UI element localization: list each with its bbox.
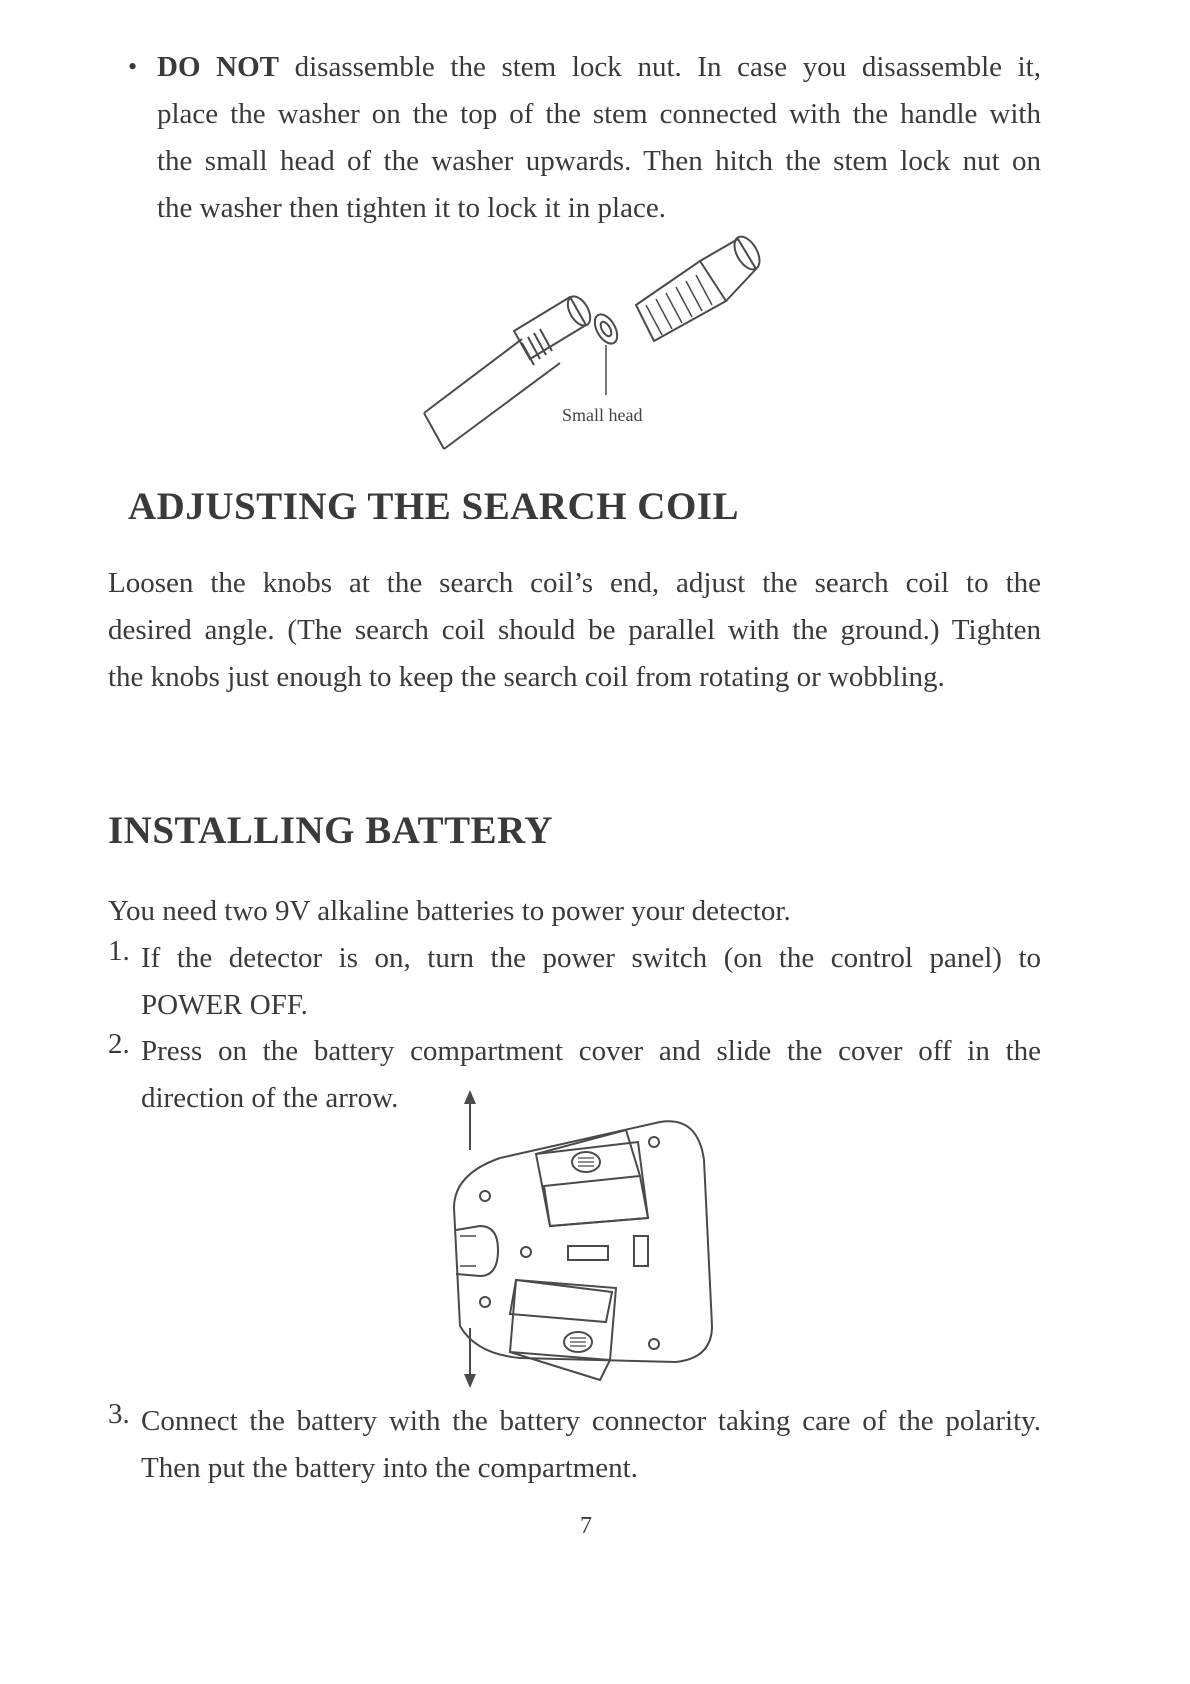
stem-lock-nut xyxy=(636,261,726,341)
battery-compartment-illustration xyxy=(440,1090,740,1390)
step-number: 3. xyxy=(108,1398,130,1430)
small-head-caption: Small head xyxy=(562,405,643,425)
battery-intro: You need two 9V alkaline batteries to power your detector. xyxy=(108,895,791,927)
stem-lock-nut-illustration xyxy=(410,235,770,465)
search-coil-heading: ADJUSTING THE SEARCH COIL xyxy=(128,485,740,528)
top-battery-compartment xyxy=(536,1142,648,1226)
page-number: 7 xyxy=(580,1513,592,1539)
stem-lock-paragraph: DO NOT disassemble the stem lock nut. In case you disassemble it, place the washer on the top of the stem connected with the handle with the small head of the washer upwards. Then hitch the stem lock nut on the washer then tighten it to lock it in place. xyxy=(157,51,1041,224)
step-number: 1. xyxy=(108,935,130,967)
battery-step-2: Press on the battery compartment cover and slide the cover off in the direction of the arrow. xyxy=(141,1035,1041,1114)
washer xyxy=(590,311,622,348)
step-number: 2. xyxy=(108,1028,130,1060)
search-coil-paragraph: Loosen the knobs at the search coil’s end, adjust the search coil to the desired angle. (The search coil should be parallel with the ground.) Tighten the knobs just enough to keep the search coil from rotating or wobbling. xyxy=(108,567,1041,693)
do-not-emphasis: DO NOT xyxy=(157,51,279,83)
detector-body xyxy=(454,1121,712,1362)
battery-step-1: If the detector is on, turn the power switch (on the control panel) to POWER OFF. xyxy=(141,942,1041,1021)
stem-tube xyxy=(424,339,560,449)
battery-heading: INSTALLING BATTERY xyxy=(108,809,554,852)
bottom-battery-compartment xyxy=(510,1280,616,1360)
battery-step-3: Connect the battery with the battery connector taking care of the polarity. Then put the battery into the compartment. xyxy=(141,1405,1041,1484)
bullet-icon: • xyxy=(128,52,138,81)
